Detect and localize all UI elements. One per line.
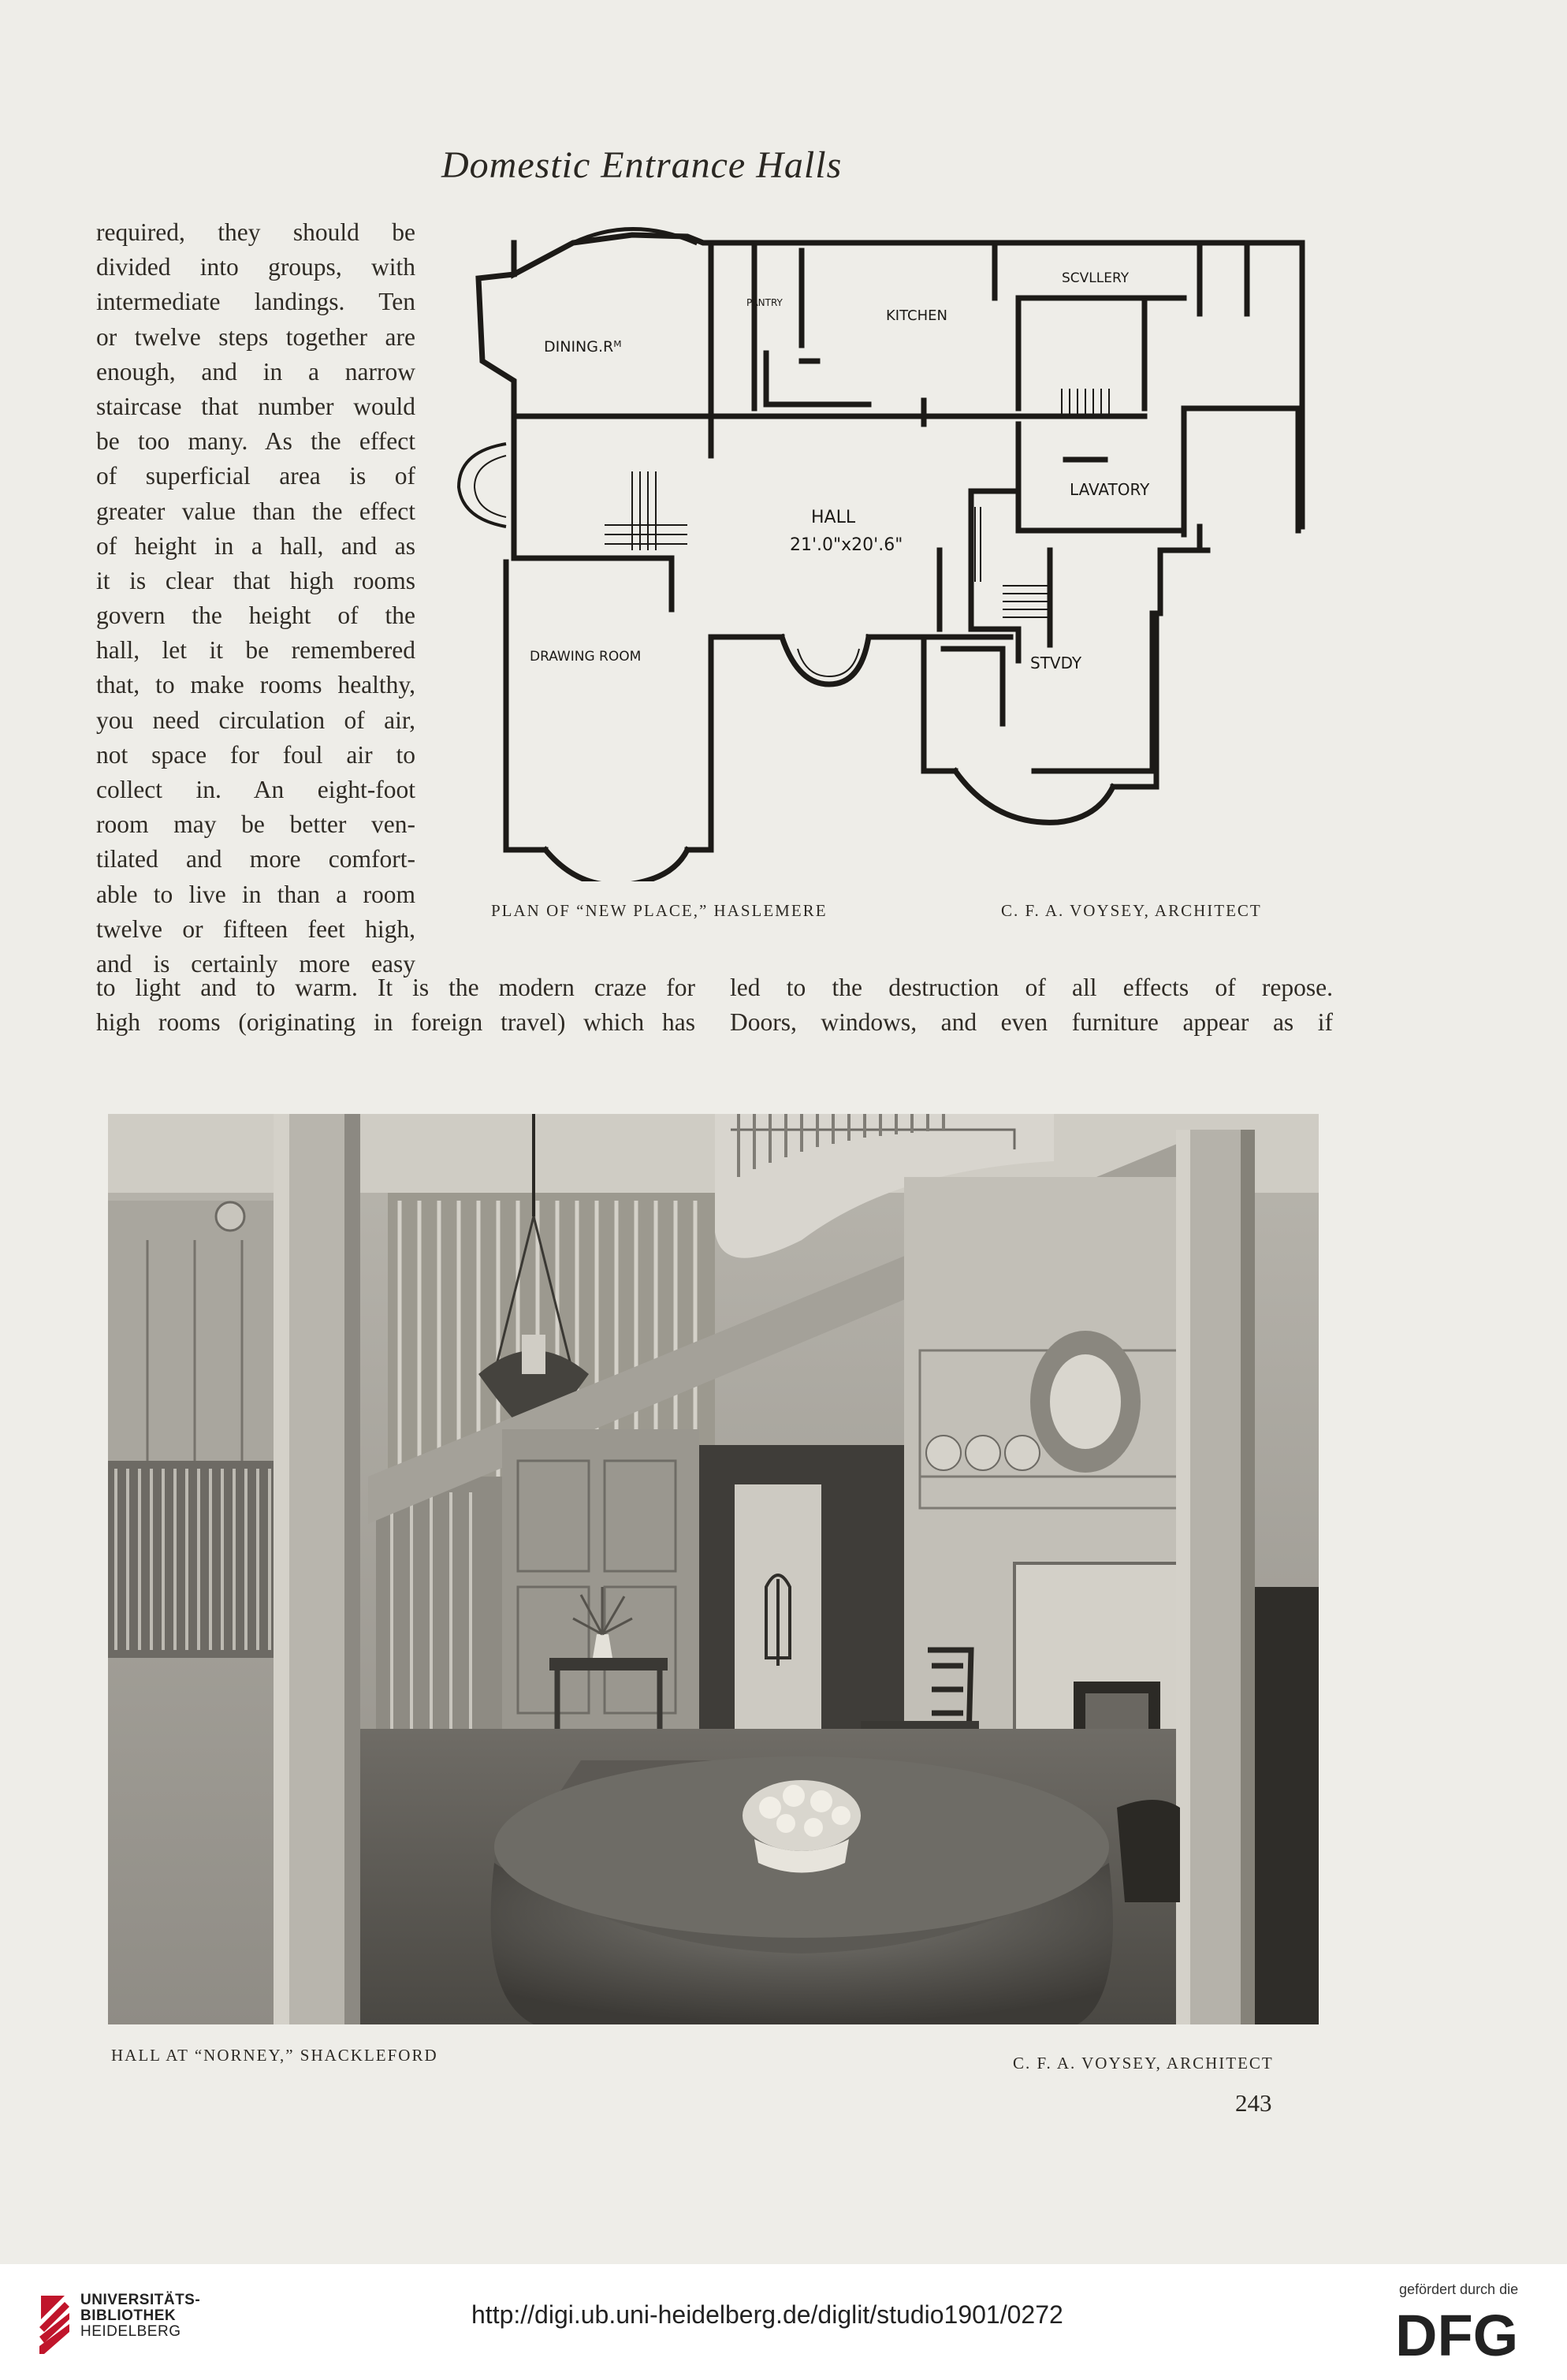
text-line: able to live in than a room — [96, 880, 415, 908]
permalink-url[interactable]: http://digi.ub.uni-heidelberg.de/diglit/studio1901/0272 — [471, 2300, 1063, 2329]
hall-photograph — [108, 1114, 1319, 2024]
running-title: Domestic Entrance Halls — [441, 144, 843, 186]
text-line: tilated and more comfort- — [96, 845, 415, 873]
dfg-logo-icon — [1395, 2302, 1545, 2365]
text-line: that, to make rooms healthy, — [96, 671, 415, 699]
plan-label-drawing-room: DRAWING ROOM — [530, 649, 642, 665]
text-line: to light and to warm. It is the modern craze for — [96, 974, 695, 1001]
text-line: of superficial area is of — [96, 462, 415, 490]
text-line: room may be better ven- — [96, 810, 415, 839]
funded-by-label: gefördert durch die — [1399, 2281, 1519, 2297]
text-line: be too many. As the effect — [96, 427, 415, 456]
library-name-line3: HEIDELBERG — [80, 2323, 181, 2340]
plan-label-kitchen: KITCHEN — [886, 307, 947, 324]
text-line: of height in a hall, and as — [96, 531, 415, 560]
plan-label-lavatory: LAVATORY — [1070, 480, 1150, 499]
bottom-right-text — [730, 970, 1333, 1040]
library-name-line2: BIBLIOTHEK — [80, 2307, 177, 2324]
plan-label-pantry: PANTRY — [746, 297, 783, 308]
text-line: collect in. An eight-foot — [96, 776, 415, 803]
photo-caption-architect: C. F. A. VOYSEY, ARCHITECT — [1013, 2054, 1274, 2073]
left-column-text — [96, 215, 415, 981]
text-line: hall, let it be remembered — [96, 636, 415, 665]
bottom-left-text — [96, 970, 695, 1040]
text-line: twelve or fifteen feet high, — [96, 914, 415, 943]
text-line: govern the height of the — [96, 602, 415, 630]
text-line: led to the destruction of all effects of repose. — [730, 974, 1333, 1001]
text-line: required, they should be — [96, 218, 415, 246]
text-line: or twelve steps together are — [96, 322, 415, 351]
text-line: it is clear that high rooms — [96, 566, 415, 594]
text-line: intermediate landings. Ten — [96, 288, 415, 316]
text-line: greater value than the effect — [96, 497, 415, 525]
library-name-line1: UNIVERSITÄTS- — [80, 2292, 201, 2308]
text-line: divided into groups, with — [96, 253, 415, 281]
photo-caption-title: HALL AT “NORNEY,” SHACKLEFORD — [111, 2046, 438, 2065]
page-number: 243 — [1235, 2089, 1272, 2117]
text-line: staircase that number would — [96, 392, 415, 420]
footer-bar — [0, 2264, 1567, 2380]
plan-caption-title: PLAN OF “NEW PLACE,” HASLEMERE — [491, 901, 828, 920]
dfg-logo-text: DFG — [1395, 2303, 1519, 2365]
plan-label-study: STVDY — [1030, 654, 1082, 672]
plan-label-hall-dimensions: 21'.0"x20'.6" — [790, 535, 903, 555]
plan-label-dining: DINING.Rᴹ — [544, 338, 622, 356]
plan-caption-architect: C. F. A. VOYSEY, ARCHITECT — [1001, 901, 1262, 920]
text-line: you need circulation of air, — [96, 706, 415, 734]
text-line: and is certainly more easy — [96, 949, 415, 978]
library-logo-icon — [33, 2288, 80, 2367]
text-line: not space for foul air to — [96, 740, 415, 769]
text-line: Doors, windows, and even furniture appear as if — [730, 1008, 1333, 1037]
plan-label-hall: HALL — [811, 508, 856, 527]
text-line: high rooms (originating in foreign travel) which has — [96, 1008, 695, 1037]
text-line: enough, and in a narrow — [96, 357, 415, 385]
floor-plan — [451, 219, 1318, 881]
plan-label-scullery: SCVLLERY — [1062, 270, 1130, 286]
library-name — [80, 2292, 200, 2340]
